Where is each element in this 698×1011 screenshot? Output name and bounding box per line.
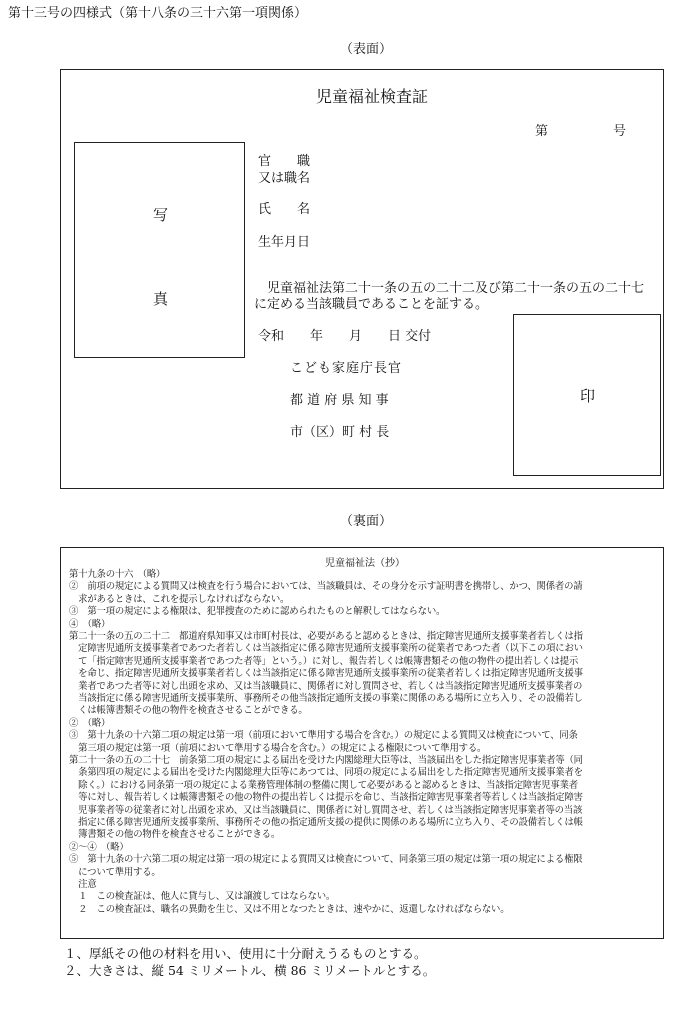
- front-side-label: （表面）: [340, 42, 393, 57]
- excerpt-line: ④ （略）: [69, 618, 111, 630]
- footnote-2: ２、大きさは、縦 54 ミリメートル、横 86 ミリメートルとする。: [64, 963, 436, 978]
- certify-text-1: 児童福祉法第二十一条の五の二十二及び第二十一条の五の二十七: [254, 281, 645, 296]
- excerpt-line: ③ 第十九条の十六第二項の規定は第一項（前項において準用する場合を含む。）の規定による質問又は検査について、同条: [69, 730, 578, 742]
- excerpt-line: 第二十一条の五の二十二 都道府県知事又は市町村長は、必要があると認めるときは、指定障害児通所支援事業者若しくは指: [69, 631, 583, 642]
- issue-date: 令和 年 月 日 交付: [258, 329, 432, 344]
- issuer-2: 都 道 府 県 知 事: [290, 393, 389, 408]
- field-post-label-2: 又は職名: [258, 171, 311, 186]
- excerpt-line: 定障害児通所支援事業者であつた者若しくは当該指定に係る障害児通所支援事業所の従業者であつた者（以下この項におい: [69, 643, 583, 655]
- photo-label-bottom: 真: [153, 290, 169, 308]
- photo-label-top: 写: [153, 206, 169, 224]
- excerpt-line: 業者であつた者等に対し出頭を求め、又は当該職員に、関係者に対し質問させ、若しくは当該指定障害児通所支援事業者の: [69, 680, 583, 692]
- excerpt-line: ② 前項の規定による質問又は検査を行う場合においては、当該職員は、その身分を示す証明書を携帯し、かつ、関係者の請: [69, 581, 583, 593]
- excerpt-line: 注意: [69, 879, 97, 890]
- back-card: [60, 547, 664, 939]
- excerpt-line: ２ この検査証は、職名の異動を生じ、又は不用となつたときは、速やかに、返還しなければならない。: [69, 903, 510, 915]
- excerpt-line: 当該指定に係る障害児通所支援事業所、事務所その他当該指定通所支援の事業に関係のある場所に立ち入り、その設備若し: [69, 693, 583, 704]
- field-post-label-1: 官 職: [258, 154, 311, 169]
- seal-label: 印: [580, 387, 596, 405]
- front-card: [60, 69, 664, 489]
- excerpt-line: 除く。）における同条第一項の規定による業務管理体制の整備に関して必要があると認めるときは、当該指定障害児事業者: [69, 779, 578, 791]
- card-number: 第 号: [535, 124, 627, 139]
- footnote-1: １、厚紙その他の材料を用い、使用に十分耐えうるものとする。: [64, 946, 427, 961]
- photo-box: [74, 142, 245, 358]
- excerpt-line: 求があるときは、これを提示しなければならない。: [69, 593, 290, 605]
- issuer-1: こども家庭庁長官: [290, 361, 403, 376]
- issuer-3: 市（区）町 村 長: [290, 425, 390, 440]
- excerpt-line: ③ 第一項の規定による権限は、犯罪捜査のために認められたものと解釈してはならない。: [69, 606, 446, 618]
- excerpt-line: について準用する。: [69, 866, 161, 878]
- excerpt-line: 第二十一条の五の二十七 前条第二項の規定による届出を受けた内閣総理大臣等は、当該届出をした指定障害児事業者等（同: [69, 755, 583, 766]
- excerpt-line: ② （略）: [69, 717, 111, 729]
- form-header: 第十三号の四様式（第十八条の三十六第一項関係）: [8, 6, 308, 21]
- excerpt-line: １ この検査証は、他人に貸与し、又は譲渡してはならない。: [69, 891, 336, 903]
- excerpt-line: 条第四項の規定による届出を受けた内閣総理大臣等にあつては、同項の規定による届出をした指定障害児通所支援事業者を: [69, 767, 583, 779]
- card-title: 児童福祉検査証: [316, 87, 429, 106]
- excerpt-line: ②～④ （略）: [69, 841, 129, 853]
- field-name-label: 氏 名: [258, 202, 311, 217]
- seal-box: [513, 314, 661, 476]
- excerpt-line: 簿書類その他の物件を検査させることができる。: [69, 829, 281, 841]
- excerpt-line: ⑤ 第十九条の十六第二項の規定は第一項の規定による質問又は検査について、同条第三項の規定は第一項の規定による権限: [69, 854, 583, 866]
- excerpt-line: 等に対し、報告若しくは帳簿書類その他の物件の提出若しくは提示を命じ、当該指定障害児事業者等若しくは当該指定障害: [69, 792, 583, 804]
- excerpt-line: て「指定障害児通所支援事業者であつた者等」という。）に対し、報告若しくは帳簿書類その他の物件の提出若しくは提示: [69, 655, 579, 667]
- excerpt-line: 指定に係る障害児通所支援事業所、事務所その他の指定通所支援の提供に関係のある場所に立ち入り、その設備若しくは帳: [69, 817, 583, 828]
- excerpt-line: くは帳簿書類その他の物件を検査させることができる。: [69, 705, 308, 717]
- excerpt-line: 第十九条の十六 （略）: [69, 569, 166, 580]
- field-dob-label: 生年月日: [258, 235, 311, 250]
- excerpt-line: 児事業者等の従業者に対し出頭を求め、又は当該職員に、関係者に対し質問させ、若しくは当該指定障害児事業者等の当該: [69, 804, 583, 816]
- certify-text-2: に定める当該職員であることを証する。: [254, 297, 489, 312]
- back-side-label: （裏面）: [340, 514, 393, 529]
- excerpt-line: を命じ、指定障害児通所支援事業者若しくは当該指定に係る障害児通所支援事業所の従業者若しくは指定障害児通所支援事: [69, 668, 583, 680]
- excerpt-line: 第三項の規定は第一項（前項において準用する場合を含む。）の規定による権限について準用する。: [69, 742, 487, 754]
- excerpt-title: 児童福祉法（抄）: [325, 558, 405, 569]
